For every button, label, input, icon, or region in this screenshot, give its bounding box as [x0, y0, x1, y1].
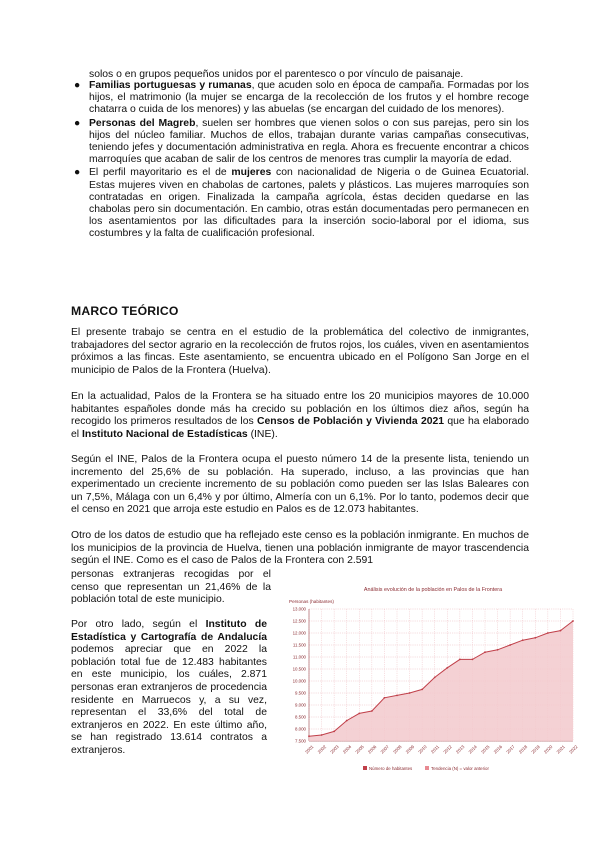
x-tick-label: 2014 — [467, 744, 479, 755]
data-point — [333, 731, 335, 733]
bullet-icon: ● — [74, 167, 81, 179]
paragraph-growth: Según el INE, Palos de la Frontera ocupa el puesto número 14 de la presente lista, teniendo un incremento del 25,6% de su población. Ha superado, incluso, a las provincias que han experimentado un creciente incremento de su población como pueden ser las Islas Baleares con un 7,5%, Málaga con un 6,4% y por último, Almería con un 6,1%. Por lo tanto, podemos decir que el censo en 2021 que arroja este estudio en Palos es de 12.073 habitantes. — [71, 454, 529, 516]
data-point — [346, 720, 348, 722]
chart-title: Análisis evolución de la población en Palos de la Frontera — [363, 587, 503, 593]
list-item-text: El perfil mayoritario es el de — [89, 167, 232, 179]
y-tick-label: 7.500 — [295, 738, 306, 744]
x-tick-label: 2010 — [417, 744, 428, 755]
data-point — [434, 677, 436, 679]
x-tick-label: 2009 — [404, 744, 416, 755]
list-item-text: , suelen ser hombres que vienen solos o con sus parejas, pero sin los hijos del núcleo familiar. Muchos de ellos, trabajan durante varias campañas consecutivas, teniendo jefes y documentación administrativa en regla. Ahora es frecuente encontrar a chicos marroquíes que acaban de salir de los centros de menores tras cumplir la mayoría de edad. — [89, 117, 529, 166]
list-item — [74, 80, 529, 117]
paragraph-ieca: Por otro lado, según el Instituto de Estadística y Cartografía de Andalucía podemos apreciar que en 2022 la población total fue de 12.483 habitantes en este municipio, los cuáles, 2.871 personas eran extranjeros de procedencia residente en Marruecos y, a su vez, representan el 33,6% del total de extranjeros en 2022. En este último año, se han registrado 13.614 contratos a extranjeros. — [71, 619, 267, 756]
legend-swatch — [425, 766, 429, 770]
data-point — [547, 632, 549, 634]
paragraph-immigrants-cont: personas extranjeras recogidas por el censo que representan un 21,46% de la población total de este municipio. — [71, 569, 271, 606]
data-point — [308, 735, 310, 737]
paragraph-immigrants: Otro de los datos de estudio que ha reflejado este censo es la población inmigrante. En muchos de los municipios de la provincia de Huelva, tienen una población inmigrante de mayor trascendencia según el INE. Como es el caso de Palos de la Frontera con 2.591 — [71, 530, 529, 567]
list-item-bold: Personas del Magreb — [89, 117, 196, 129]
data-point — [446, 667, 448, 669]
y-tick-label: 12.500 — [292, 618, 306, 624]
legend-label: Número de habitantes — [369, 766, 413, 771]
list-item — [74, 167, 529, 240]
chart-ylabel: Personas (habitantes) — [289, 599, 334, 604]
data-point — [384, 697, 386, 699]
bullet-icon: ● — [74, 117, 81, 129]
x-tick-label: 2018 — [517, 744, 529, 755]
x-tick-label: 2017 — [505, 744, 516, 755]
y-tick-label: 9.500 — [295, 690, 306, 696]
data-point — [459, 659, 461, 661]
x-tick-label: 2002 — [316, 744, 328, 755]
data-point — [409, 692, 411, 694]
data-point — [321, 734, 323, 736]
x-tick-label: 2007 — [379, 744, 391, 755]
data-point — [497, 649, 499, 651]
x-tick-label: 2003 — [329, 744, 340, 755]
data-point — [358, 713, 360, 715]
data-point — [572, 620, 574, 622]
x-tick-label: 2004 — [341, 744, 353, 755]
chart-plot — [308, 620, 574, 741]
x-tick-label: 2008 — [392, 744, 403, 755]
data-point — [534, 637, 536, 639]
y-tick-label: 10.000 — [292, 678, 306, 684]
paragraph-intro: El presente trabajo se centra en el estudio de la problemática del colectivo de inmigrantes, trabajadores del sector agrario en la recolección de frutos rojos, los cuáles, viven en asentamientos próximos a las fincas. Este asentamiento, se encuentra ubicado en el Polígono San Jorge en el municipio de Palos de la Frontera (Huelva). — [71, 327, 529, 376]
data-point — [371, 710, 373, 712]
data-point — [509, 644, 511, 646]
bullet-icon: ● — [74, 80, 81, 91]
x-tick-label: 2015 — [480, 744, 491, 755]
data-point — [484, 651, 486, 653]
list-item — [74, 118, 529, 167]
list-item-bold: mujeres — [231, 167, 272, 179]
list-item-text: con nacionalidad de Nigeria o de Guinea Ecuatorial. Estas mujeres viven en chabolas de cartones, palets y plásticos. Las mujeres marroquíes son contratadas en origen. Finalizada la campaña agrícola, éstas deciden quedarse en las chabolas pero sin documentación. En cambio, otras están documentadas pero permanecen en los asentamientos por las dificultades para la inserción socio-laboral por el idioma, sus costumbres y la falta de cualificación profesional. — [89, 167, 529, 240]
legend-label: Tendencia (N) = valor anterior — [431, 766, 489, 771]
chart-legend — [363, 766, 489, 771]
list-item-text: , que acuden solo en época de campaña. Formadas por los hijos, el matrimonio (la mujer se encarga de la recolección de los frutos y el hombre recoge chatarra o cuida de los menores) y las abuelas (se encargan del cuidado de los menores). — [89, 80, 529, 116]
x-tick-label: 2020 — [542, 744, 554, 755]
data-point — [396, 695, 398, 697]
y-tick-label: 11.000 — [292, 654, 306, 660]
y-tick-label: 10.500 — [292, 666, 306, 672]
chart-y-ticks — [293, 607, 307, 744]
x-tick-label: 2001 — [304, 744, 315, 755]
y-tick-label: 8.000 — [295, 726, 306, 732]
y-tick-label: 9.000 — [295, 702, 306, 708]
y-tick-label: 13.000 — [292, 606, 306, 612]
x-tick-label: 2022 — [568, 744, 579, 755]
y-tick-label: 12.000 — [292, 630, 306, 636]
x-tick-label: 2005 — [354, 744, 365, 755]
data-point — [560, 630, 562, 632]
x-tick-label: 2021 — [555, 744, 567, 755]
y-tick-label: 11.500 — [292, 642, 306, 648]
data-point — [421, 689, 423, 691]
bullet-list — [74, 80, 529, 242]
x-tick-label: 2016 — [492, 744, 504, 755]
y-tick-label: 8.500 — [295, 714, 306, 720]
chart-x-ticks — [304, 744, 579, 755]
paragraph-ine: En la actualidad, Palos de la Frontera se ha situado entre los 20 municipios mayores de 10.000 habitantes españoles donde más ha crecido su población en los últimos diez años, según ha recogido los primeros resultados de los Censos de Población y Vivienda 2021 que ha elaborado el Instituto Nacional de Estadísticas (INE). — [71, 391, 530, 440]
x-tick-label: 2012 — [442, 744, 453, 755]
x-tick-label: 2019 — [530, 744, 541, 755]
section-heading: MARCO TEÓRICO — [71, 304, 179, 318]
continuation-text: solos o en grupos pequeños unidos por el parentesco o por vínculo de paisanaje. — [89, 69, 464, 80]
population-chart — [283, 583, 580, 775]
data-point — [522, 639, 524, 641]
list-item-bold: Familias portuguesas y rumanas — [89, 80, 252, 91]
x-tick-label: 2013 — [454, 744, 466, 755]
x-tick-label: 2006 — [366, 744, 378, 755]
data-point — [472, 659, 474, 661]
legend-swatch — [363, 766, 367, 770]
x-tick-label: 2011 — [429, 744, 441, 755]
